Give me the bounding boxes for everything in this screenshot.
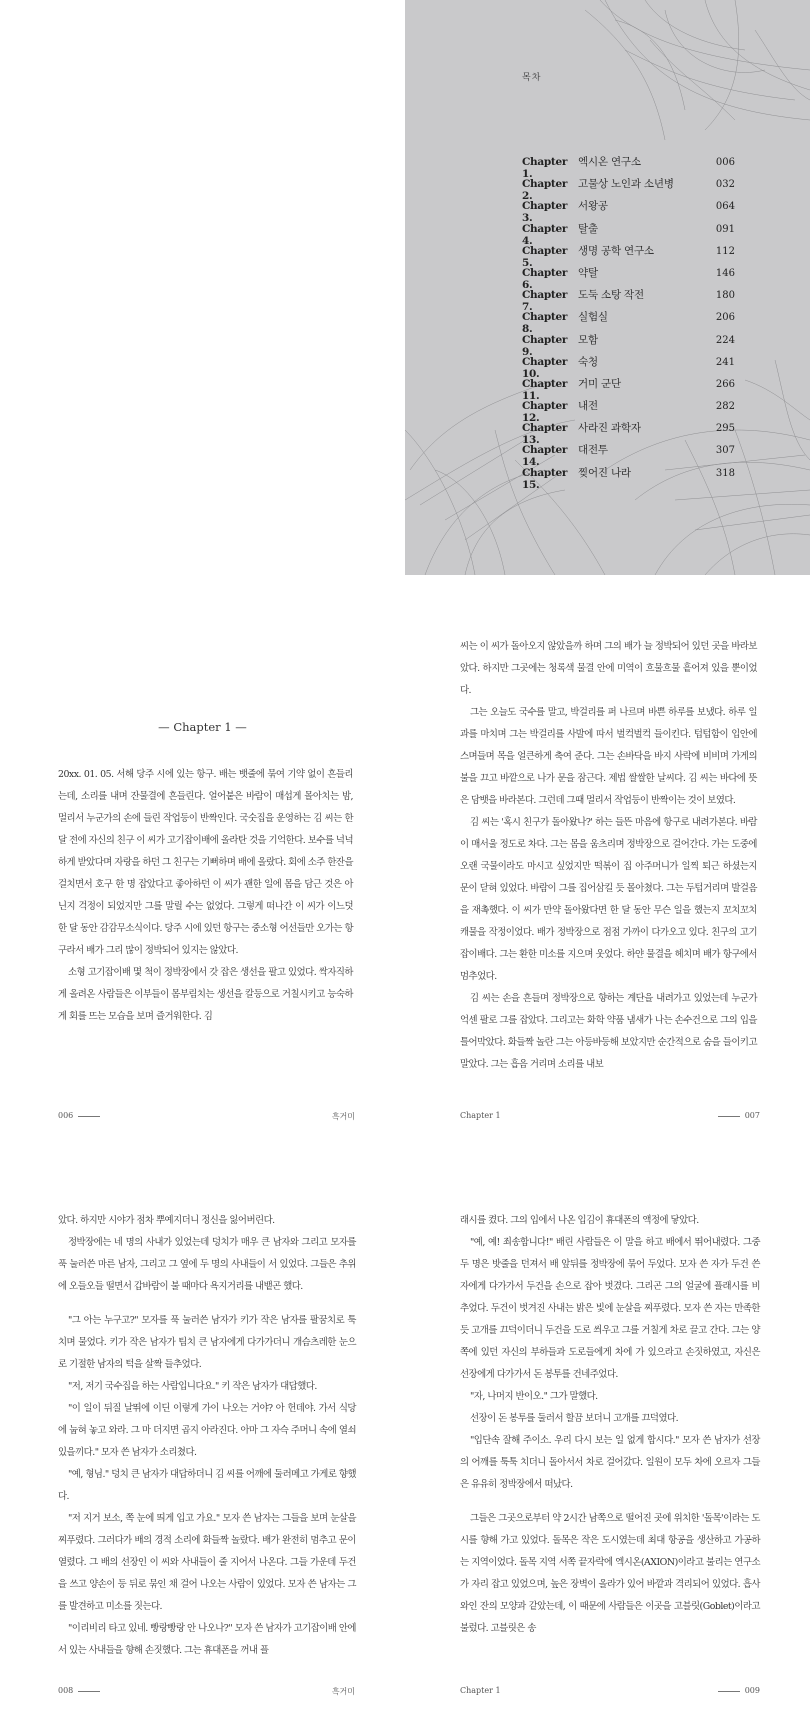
toc-chapter-label: Chapter 10. <box>522 355 568 380</box>
toc-page-number: 266 <box>715 378 735 390</box>
footer-rule <box>718 1691 740 1692</box>
toc-chapter-label: Chapter 14. <box>522 444 568 469</box>
toc-chapter-title: 약탈 <box>578 266 598 279</box>
page-footer <box>460 1111 760 1125</box>
paragraph: 씨는 이 씨가 돌아오지 않았을까 하며 그의 배가 늘 정박되어 있던 곳을 바라보았다. 하지만 그곳에는 청록색 물결 안에 미역이 흐물흐물 흩어져 있을 뿐이었다. <box>460 641 757 696</box>
paragraph: "예, 예! 죄송합니다!" 배린 사람들은 이 말을 하고 배에서 뛰어내렸다. 그중 두 명은 밧줄을 던져서 배 앞뒤를 정박장에 묶어 두었다. 모자 쓴 자가 두건 쓴 자에게 다가가서 두건을 손으로 잡아 벗겼다. 그리곤 그의 얼굴에 플래시를 비추었다. 두건이 벗겨진 사내는 밝은 빛에 눈살을 찌푸렸다. 모자 쓴 자는 만족한 듯 고개를 끄덕이더니 두건을 도로 씌우고 그를 거칠게 차로 끌고 간다. 그는 양쪽에 있던 자신의 부하들과 도로들에게 차에 가 있으라고 손짓하였고, 자신은 선장에게 다가가서 돈 봉투를 건네주었다. <box>460 1237 760 1380</box>
footer-page-number-group <box>713 1686 760 1695</box>
toc-chapter-title: 실험실 <box>578 311 608 324</box>
toc-chapter-title: 생명 공학 연구소 <box>578 244 654 257</box>
footer-page-number-group <box>58 1111 105 1120</box>
toc-entry <box>522 442 735 469</box>
toc-entry <box>522 221 735 247</box>
book-page-007 <box>405 575 810 1150</box>
toc-page-number: 206 <box>715 312 735 324</box>
paragraph: "저 지거 보소, 쪽 눈에 띄게 입고 가요." 모자 쓴 남자는 그들을 보며 눈살을 찌푸렸다. 그러다가 배의 경적 소리에 화들짝 놀랐다. 배가 완전히 멈추고 문이 열렸다. 그 배의 선장인 이 씨와 사내들이 줄 지어서 나온다. 그들 가운데 두건을 쓰고 양손이 등 뒤로 묶인 채 걸어 나오는 사람이 있었다. 모자 쓴 남자는 그를 발견하고 미소를 짓는다. <box>58 1513 356 1612</box>
page-number: 008 <box>58 1686 74 1695</box>
toc-entry <box>522 176 735 203</box>
toc-chapter-label: Chapter 4. <box>522 222 568 247</box>
toc-chapter-title: 거미 군단 <box>578 377 621 390</box>
paragraph: 았다. 하지만 시야가 점차 뿌예지더니 정신을 잃어버린다. <box>58 1215 275 1226</box>
toc-entry <box>522 465 735 491</box>
paragraph: 래시를 켰다. 그의 입에서 나온 입김이 휴대폰의 액정에 닿았다. <box>460 1215 699 1226</box>
toc-page-number: 318 <box>715 467 735 479</box>
page-footer <box>58 1111 355 1125</box>
toc-entry <box>522 265 735 291</box>
toc-page-number: 091 <box>715 223 735 235</box>
toc-page-number: 180 <box>715 290 735 302</box>
running-title: 흑거미 <box>331 1112 355 1121</box>
footer-rule <box>718 1116 740 1117</box>
toc-entry <box>522 332 735 358</box>
toc-entry <box>522 287 735 314</box>
toc-page-number: 282 <box>715 401 735 413</box>
toc-entry <box>522 243 735 269</box>
paragraph: 그는 오늘도 국수를 말고, 박걸리를 퍼 나르며 바쁜 하루를 보냈다. 하루 일과를 마치며 그는 박걸리를 사발에 따서 벌컥벌컥 들이킨다. 텁텁함이 입안에 스며들며 목을 얼큰하게 축여 준다. 그는 손바닥을 바지 사락에 비비며 가게의 불을 끄고 바깥으로 나가 문을 잠근다. 제법 쌀쌀한 날씨다. 김 씨는 바다에 뜻은 담뱃을 바라본다. 그런데 그때 멀리서 작업등이 반짝이는 것이 보였다. <box>460 707 757 806</box>
paragraph: 그들은 그곳으로부터 약 2시간 남쪽으로 떨어진 곳에 위치한 '돌목'이라는 도시를 향해 가고 있었다. 돌목은 작은 도시였는데 최대 항공을 생산하고 가공하는 지역이었다. 돌목 지역 서쪽 끝자락에 엑시온(AXION)이라고 불리는 연구소가 자리 잡고 있었으며, 높은 장벽이 올라가 있어 바깥과 격리되어 있었다. 흡사 와인 잔의 모양과 같았는데, 이 때문에 사람들은 이곳을 고블릿(Goblet)이라고 불렀다. 고블릿은 송 <box>460 1513 760 1634</box>
page-footer <box>460 1686 760 1700</box>
toc-page <box>405 0 810 575</box>
toc-chapter-title: 사라진 과학자 <box>578 422 641 435</box>
toc-page-number: 241 <box>715 356 735 368</box>
toc-entry <box>522 420 735 447</box>
toc-chapter-label: Chapter 5. <box>522 244 568 269</box>
toc-entry <box>522 198 735 225</box>
book-page-008 <box>0 1150 405 1725</box>
page-number: 009 <box>744 1686 760 1695</box>
toc-entry <box>522 309 735 336</box>
footer-page-number-group <box>58 1686 105 1695</box>
blank-page <box>0 0 405 575</box>
toc-chapter-label: Chapter 3. <box>522 200 568 225</box>
running-title: Chapter 1 <box>460 1686 501 1695</box>
book-page-006 <box>0 575 405 1150</box>
toc-chapter-title: 탈출 <box>578 222 598 235</box>
toc-title: 목차 <box>522 73 542 83</box>
toc-chapter-label: Chapter 6. <box>522 266 568 291</box>
toc-page-number: 112 <box>715 245 735 257</box>
paragraph: "이리비리 타고 있네. 빵랑빵랑 안 나오나?" 모자 쓴 남자가 고기잡이배 안에 서 있는 사내들을 향해 손짓했다. 그는 휴대폰을 꺼내 플 <box>58 1623 356 1656</box>
book-page-009 <box>405 1150 810 1725</box>
paragraph: 선장이 돈 봉투를 둘러서 할끔 보더니 고개를 끄덕였다. <box>470 1413 679 1424</box>
toc-chapter-title: 고물상 노인과 소년병 <box>578 178 674 191</box>
toc-chapter-label: Chapter 8. <box>522 311 568 336</box>
paragraph: 김 씨는 손을 흔들며 정박장으로 향하는 계단을 내려가고 있었는데 누군가 억센 팔로 그를 잡았다. 그리고는 화학 약품 냄새가 나는 손수건으로 그의 입을 틀어막았다. 화들짝 놀란 그는 아등바등해 보았지만 순간적으로 숨을 들이키고 말았다. 그는 흡음 거리며 소리를 내보 <box>460 993 757 1070</box>
toc-chapter-label: Chapter 2. <box>522 178 568 203</box>
page-footer <box>58 1686 355 1700</box>
toc-chapter-title: 서왕공 <box>578 200 608 213</box>
toc-page-number: 032 <box>715 179 735 191</box>
page-text <box>460 1210 760 1640</box>
paragraph: "이 일이 뒤질 날뛰에 이딘 이렇게 가이 나오는 거야? 아 헌데야. 가서 식당에 눕혀 놓고 와라. 그 마 더지면 곱지 아라진다. 아마 그 자슥 주머니 속에 열쇠 있을끼다." 모자 쓴 남자가 소리쳤다. <box>58 1403 356 1458</box>
toc-chapter-label: Chapter 15. <box>522 466 568 491</box>
toc-chapter-title: 숙청 <box>578 355 598 368</box>
toc-chapter-title: 찢어진 나라 <box>578 466 631 479</box>
page-number: 006 <box>58 1111 74 1120</box>
paragraph: "입단속 잘해 주이소. 우리 다시 보는 일 없게 합시다." 모자 쓴 남자가 선장의 어깨를 툭툭 치더니 돌아서서 차로 걸어갔다. 일원이 모두 차에 오르자 그들은 유유히 정박장에서 떠났다. <box>460 1435 760 1490</box>
chapter-heading: — Chapter 1 — <box>158 720 247 734</box>
toc-chapter-label: Chapter 9. <box>522 333 568 358</box>
toc-chapter-title: 도둑 소탕 작전 <box>578 289 644 302</box>
footer-rule <box>78 1116 100 1117</box>
toc-entry <box>522 354 735 380</box>
toc-page-number: 064 <box>715 201 735 213</box>
running-title: Chapter 1 <box>460 1111 501 1120</box>
page-number: 007 <box>744 1111 760 1120</box>
toc-entry <box>522 154 735 180</box>
paragraph: "그 아는 누구고?" 모자를 푹 눌러쓴 남자가 키가 작은 남자를 팔꿈치로 툭 치며 물었다. 키가 작은 남자가 팀치 큰 남자에게 다가가더니 개슴츠레한 눈으로 기절한 남자의 턱을 살짝 들추었다. <box>58 1315 356 1370</box>
toc-chapter-label: Chapter 11. <box>522 377 568 402</box>
paragraph: 정박장에는 네 명의 사내가 있었는데 덩치가 매우 큰 남자와 그리고 모자를 푹 눌러쓴 마른 남자, 그리고 그 옆에 두 명의 사내들이 서 있었다. 그들은 추위에 오들오들 떨면서 갑바람이 불 때마다 욕지거리를 내뱉곤 했다. <box>58 1237 356 1292</box>
paragraph: 김 씨는 '혹시 친구가 돌아왔나?' 하는 들뜬 마음에 항구로 내려가본다. 바람이 매서울 정도로 차다. 그는 몸을 움츠리며 정박장으로 걸어간다. 가는 도중에 오랜 국물이라도 마시고 싶었지만 떡볶이 집 아주머니가 일찍 퇴근 하셨는지 문이 닫혀 있었다. 바람이 그를 집어삼킬 듯 몰아쳤다. 그는 두텁거리며 발걸음을 재촉했다. 이 씨가 만약 돌아왔다면 한 달 동안 무슨 일을 했는지 꼬치꼬치 캐물을 작정이었다. 배가 정박장으로 점점 가까이 다가오고 있다. 친구의 고기잡이배다. 그는 환한 미소를 지으며 웃었다. 하얀 물결을 헤치며 배가 항구에서 멈추었다. <box>460 817 757 982</box>
toc-entry <box>522 376 735 402</box>
toc-page-number: 307 <box>715 445 735 457</box>
running-title: 흑거미 <box>331 1687 355 1696</box>
toc-page-number: 295 <box>715 423 735 435</box>
paragraph: "저, 저기 국수집을 하는 사람입니다요." 키 작은 남자가 대답했다. <box>68 1381 317 1392</box>
page-text <box>460 636 757 1076</box>
paragraph: "예, 형님." 덩치 큰 남자가 대답하더니 김 씨를 어깨에 둘러메고 가게로 향했다. <box>58 1469 356 1502</box>
toc-page-number: 006 <box>715 157 735 168</box>
paragraph: 20xx. 01. 05. 서해 당주 시에 있는 항구. 배는 뱃줄에 묶여 기약 없이 흔들리는데, 소리를 내며 잔물결에 흔들린다. 얼어붙은 바람이 매섭게 몰아치는 밤, 멀리서 누군가의 손에 들린 작업등이 반짝인다. 국숫집을 운영하는 김 씨는 한 달 전에 자신의 친구 이 씨가 고기잡이배에 올라탄 것을 기억한다. 보수를 넉넉하게 받았다며 자랑을 하던 그 친구는 기뻐하며 배에 올랐다. 회에 소주 한잔을 걸치면서 호구 한 명 잡았다고 좋아하던 이 씨가 괜한 일에 몸을 담근 것은 아닌지 걱정이 되었지만 그를 말릴 수는 없었다. 그렇게 떠나간 이 씨가 이느덧 한 달 동안 감감무소식이다. 당주 시에 있던 항구는 중소형 어선들만 오가는 항구라서 배가 그리 많이 정박되어 있지는 않았다. <box>58 769 354 956</box>
toc-page-number: 224 <box>715 334 735 346</box>
toc-entry <box>522 398 735 425</box>
paragraph: "자, 나머지 반이오." 그가 말했다. <box>470 1391 598 1402</box>
page-text <box>58 764 353 1028</box>
toc-chapter-title: 엑시온 연구소 <box>578 156 641 168</box>
toc-chapter-label: Chapter 13. <box>522 422 568 447</box>
toc-chapter-title: 내전 <box>578 400 598 413</box>
paragraph: 소형 고기잡이배 몇 척이 정박장에서 갓 잡은 생선을 팔고 있었다. 싹자직하게 올려온 사람들은 이부들이 몸부림치는 생선을 칼등으로 거칠시키고 능숙하게 회를 뜨는 모습을 보며 즐거워한다. 김 <box>58 967 353 1022</box>
page-text <box>58 1210 356 1662</box>
toc-chapter-label: Chapter 1. <box>522 156 568 180</box>
footer-rule <box>78 1691 100 1692</box>
toc-chapter-label: Chapter 7. <box>522 289 568 314</box>
toc-page-number: 146 <box>715 267 735 279</box>
toc-chapter-title: 모함 <box>578 333 598 346</box>
toc-chapter-title: 대전투 <box>578 444 608 457</box>
toc-chapter-label: Chapter 12. <box>522 400 568 425</box>
toc-list <box>522 154 735 491</box>
footer-page-number-group <box>713 1111 760 1120</box>
